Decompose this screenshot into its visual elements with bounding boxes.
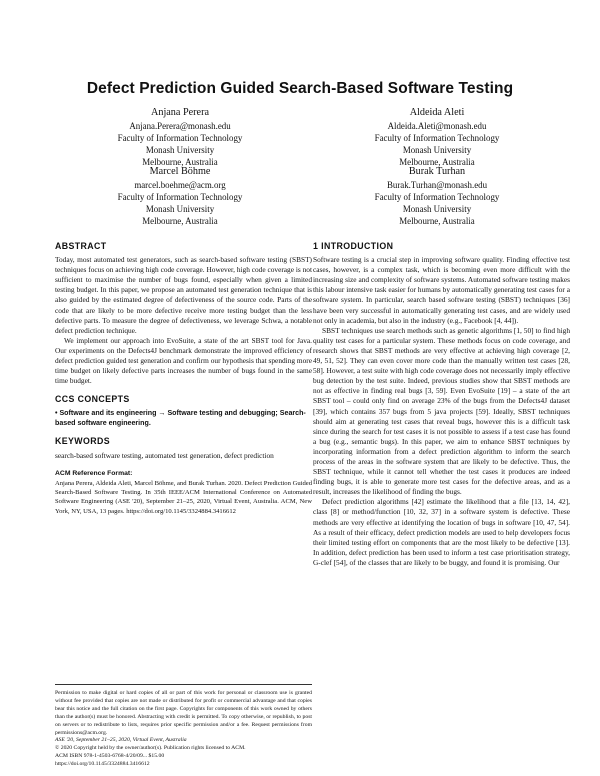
author-faculty: Faculty of Information Technology <box>117 133 243 143</box>
reference-format-heading: ACM Reference Format: <box>55 469 133 477</box>
left-column <box>55 241 312 516</box>
abstract-paragraph: We implement our approach into EvoSuite, a state of the art SBST tool for Java. Our experiments on the Defects4J benchmark demonstrate the improved efficiency of defect prediction guided test generation and confirm our hypothesis that spending more time budget on likely defective parts increases the number of bugs found in the same time budget. <box>55 335 312 386</box>
author-name: Burak Turhan <box>408 166 466 177</box>
author-university: Monash University <box>402 204 472 214</box>
author-location: Melbourne, Australia <box>142 216 218 226</box>
author-faculty: Faculty of Information Technology <box>374 192 500 202</box>
author-email[interactable]: Anjana.Perera@monash.edu <box>129 121 231 131</box>
ccs-heading: CCS CONCEPTS <box>55 394 130 405</box>
author-name: Aldeida Aleti <box>409 107 465 118</box>
introduction-paragraph: Software testing is a crucial step in improving software quality. Finding effective test cases, however, is a complex task, which is becoming even more difficult with the increasing size and complexity of software systems. Automated software testing makes this labour intensive task easier for humans by automatically generating test cases for a software system. In particular, search based software testing (SBST) techniques [36] have been very successful in automatically generating test cases, and are widely used not only in academia, but also in the industry (e.g., Facebook [4, 44]). <box>313 255 570 325</box>
introduction-heading: 1 INTRODUCTION <box>313 241 394 251</box>
abstract-heading: ABSTRACT <box>55 241 107 251</box>
author-faculty: Faculty of Information Technology <box>374 133 500 143</box>
author-location: Melbourne, Australia <box>399 216 475 226</box>
isbn-line: ACM ISBN 978-1-4503-6768-4/20/09... $15.00 <box>55 753 165 760</box>
introduction-paragraph: Defect prediction algorithms [42] estimate the likelihood that a file [13, 14, 42], class [8] or method/function [10, 32, 37] in a software system is defective. These methods are very effective at identifying the location of bugs in software [10, 47, 54]. As a result of their efficacy, defect prediction models are used to help developers focus their limited testing effort on components that are the most likely to be defective [13]. In addition, defect prediction has been used to inform a test case prioritisation strategy, G-clef [54], of the classes that are likely to be buggy, and found it is promising. Our <box>313 497 570 567</box>
introduction-paragraph: SBST techniques use search methods such as genetic algorithms [1, 50] to find high quality test cases for a particular system. These methods focus on code coverage, and research shows that SBST methods are very effective at achieving high coverage [2, 49, 51, 52]. They can even cover more code than the manually written test cases [28, 58]. However, a test suite with high code coverage does not necessarily imply effective bug detection by the test suite. Indeed, previous studies show that SBST methods are not as effective in finding real bugs [3, 59]. Even EvoSuite [19] – a state of the art SBST tool – could only find on average 23% of the bugs from the Defects4J dataset [39], which contains 357 bugs from 5 java projects [59]. Ideally, SBST techniques should aim at generating test cases that reveal bugs, however this is a difficult task since during the search for test cases it is not possible to assess if a test case has found a bug (e.g., semantic bugs). In this paper, we aim to enhance SBST techniques by incorporating information from a defect prediction algorithm to inform the search process of the areas in the software system that are likely to be defective. Thus, the SBST technique, while it cannot tell whether the test cases it produces are indeed finding bugs, it is able to generate more test cases for the defective areas, and as a result, increases the likelihood of finding the bugs. <box>313 325 570 497</box>
author-faculty: Faculty of Information Technology <box>117 192 243 202</box>
author-block <box>327 106 547 168</box>
author-block <box>327 165 547 227</box>
author-university: Monash University <box>145 204 215 214</box>
paper-title: Defect Prediction Guided Search-Based Software Testing <box>86 80 514 97</box>
copyright-line: © 2020 Copyright held by the owner/author(s). Publication rights licensed to ACM. <box>55 745 246 752</box>
right-column <box>313 241 570 568</box>
author-location: Melbourne, Australia <box>399 157 475 167</box>
author-block <box>70 165 290 227</box>
keywords-text: search-based software testing, automated test generation, defect prediction <box>55 450 274 460</box>
author-email[interactable]: marcel.boehme@acm.org <box>134 180 226 190</box>
author-location: Melbourne, Australia <box>142 157 218 167</box>
author-name: Anjana Perera <box>151 107 209 118</box>
doi-link[interactable]: https://doi.org/10.1145/3324884.3416612 <box>55 761 150 768</box>
keywords-heading: KEYWORDS <box>55 436 111 447</box>
ccs-concepts: • Software and its engineering → Software testing and debugging; Search-based software engineering. <box>55 409 306 428</box>
author-university: Monash University <box>145 145 215 155</box>
venue-line: ASE '20, September 21–25, 2020, Virtual Event, Australia <box>55 737 187 744</box>
author-university: Monash University <box>402 145 472 155</box>
reference-format-text: Anjana Perera, Aldeida Aleti, Marcel Böhme, and Burak Turhan. 2020. Defect Prediction Guided Search-Based Software Testing. In 35th IEEE/ACM International Conference on Automated Software Engineering (ASE '20), September 21–25, 2020, Virtual Event, Australia. ACM, New York, NY, USA, 13 pages. https://doi.org/10.1145/3324884.3416612 <box>55 479 312 515</box>
permission-text: Permission to make digital or hard copies of all or part of this work for personal or classroom use is granted without fee provided that copies are not made or distributed for profit or commercial advantage and that copies bear this notice and the full citation on the first page. Copyrights for components of this work owned by others than the author(s) must be honored. Abstracting with credit is permitted. To copy otherwise, or republish, to post on servers or to redistribute to lists, requires prior specific permission and/or a fee. Request permissions from permissions@acm.org. <box>55 690 312 736</box>
author-email[interactable]: Burak.Turhan@monash.edu <box>386 180 488 190</box>
permission-footnote <box>55 684 312 769</box>
author-block <box>70 106 290 168</box>
author-name: Marcel Böhme <box>149 166 211 177</box>
abstract-paragraph: Today, most automated test generators, such as search-based software testing (SBST) techniques focus on achieving high code coverage. However, high code coverage is not sufficient to maximise the number of bugs found, especially when given a limited testing budget. In this paper, we propose an automated test generation technique that is also guided by the estimated degree of defectiveness of the source code. Parts of the code that are likely to be more defective receive more testing budget than the less defective parts. To measure the degree of defectiveness, we leverage Schwa, a notable defect prediction technique. <box>55 255 312 335</box>
author-email[interactable]: Aldeida.Aleti@monash.edu <box>387 121 487 131</box>
